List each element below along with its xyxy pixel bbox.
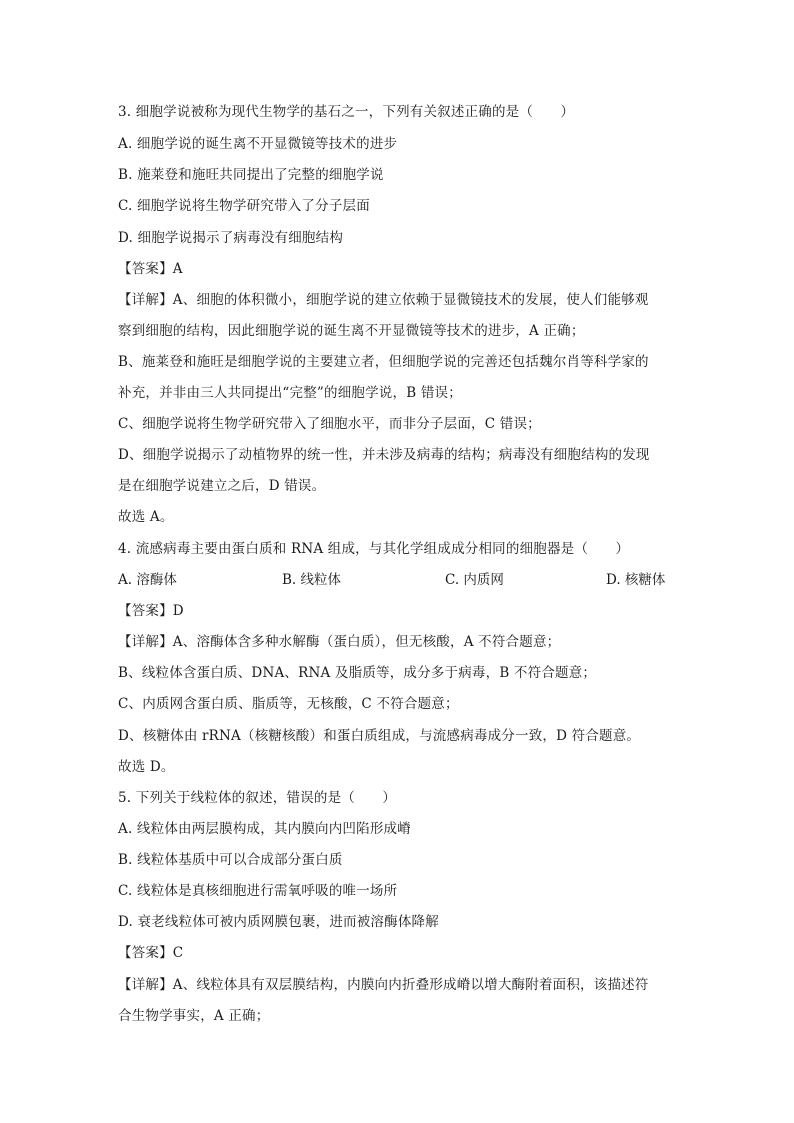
question-4-stem: 4. 流感病毒主要由蛋白质和 RNA 组成，与其化学组成成分相同的细胞器是（ ） bbox=[118, 541, 630, 557]
question-3-answer: 【答案】A bbox=[118, 261, 183, 277]
question-5-option-c: C. 线粒体是真核细胞进行需氧呼吸的唯一场所 bbox=[118, 883, 398, 899]
question-4-option-b: B. 线粒体 bbox=[282, 572, 342, 588]
question-4-conclusion: 故选 D。 bbox=[118, 759, 175, 775]
question-5-option-d: D. 衰老线粒体可被内质网膜包裹，进而被溶酶体降解 bbox=[118, 914, 439, 930]
question-3-option-c: C. 细胞学说将生物学研究带入了分子层面 bbox=[118, 198, 370, 214]
question-5-answer: 【答案】C bbox=[118, 945, 184, 961]
question-3-explanation-line: 察到细胞的结构，因此细胞学说的诞生离不开显微镜等技术的进步，A 正确； bbox=[118, 323, 585, 339]
question-5-option-b: B. 线粒体基质中可以合成部分蛋白质 bbox=[118, 852, 343, 868]
question-3-conclusion: 故选 A。 bbox=[118, 509, 174, 525]
question-4-explanation-line: B、线粒体含蛋白质、DNA、RNA 及脂质等，成分多于病毒，B 不符合题意； bbox=[118, 665, 597, 681]
question-3-explanation-line: 是在细胞学说建立之后，D 错误。 bbox=[118, 478, 326, 494]
question-4-option-c: C. 内质网 bbox=[445, 572, 504, 588]
question-5-option-a: A. 线粒体由两层膜构成，其内膜向内凹陷形成嵴 bbox=[118, 821, 411, 837]
question-3-explanation-line: D、细胞学说揭示了动植物界的统一性，并未涉及病毒的结构；病毒没有细胞结构的发现 bbox=[118, 447, 650, 463]
question-4-explanation-line: C、内质网含蛋白质、脂质等，无核酸，C 不符合题意； bbox=[118, 696, 459, 712]
question-5-explanation-line: 合生物学事实，A 正确； bbox=[118, 1008, 270, 1024]
question-5-stem: 5. 下列关于线粒体的叙述，错误的是（ ） bbox=[118, 790, 397, 806]
question-3-option-d: D. 细胞学说揭示了病毒没有细胞结构 bbox=[118, 230, 344, 246]
question-3-explanation-line: 【详解】A、细胞的体积微小，细胞学说的建立依赖于显微镜技术的发展，使人们能够观 bbox=[118, 292, 649, 308]
question-5-explanation-line: 【详解】A、线粒体具有双层膜结构，内膜向内折叠形成嵴以增大酶附着面积，该描述符 bbox=[118, 977, 649, 993]
question-3-explanation-line: C、细胞学说将生物学研究带入了细胞水平，而非分子层面，C 错误； bbox=[118, 416, 541, 432]
question-3-explanation-line: B、施莱登和施旺是细胞学说的主要建立者，但细胞学说的完善还包括魏尔肖等科学家的 bbox=[118, 354, 649, 370]
question-3-explanation-line: 补充，并非由三人共同提出“完整”的细胞学说，B 错误； bbox=[118, 385, 462, 401]
question-4-option-d: D. 核糖体 bbox=[606, 572, 666, 588]
question-4-option-a: A. 溶酶体 bbox=[118, 572, 177, 588]
question-3-stem: 3. 细胞学说被称为现代生物学的基石之一，下列有关叙述正确的是（ ） bbox=[118, 104, 575, 120]
question-4-explanation-line: 【详解】A、溶酶体含多种水解酶（蛋白质），但无核酸，A 不符合题意； bbox=[118, 634, 561, 650]
question-4-answer: 【答案】D bbox=[118, 603, 184, 619]
question-4-explanation-line: D、核糖体由 rRNA（核糖核酸）和蛋白质组成，与流感病毒成分一致，D 符合题意。 bbox=[118, 728, 641, 744]
question-3-option-b: B. 施莱登和施旺共同提出了完整的细胞学说 bbox=[118, 167, 384, 183]
question-3-option-a: A. 细胞学说的诞生离不开显微镜等技术的进步 bbox=[118, 136, 398, 152]
